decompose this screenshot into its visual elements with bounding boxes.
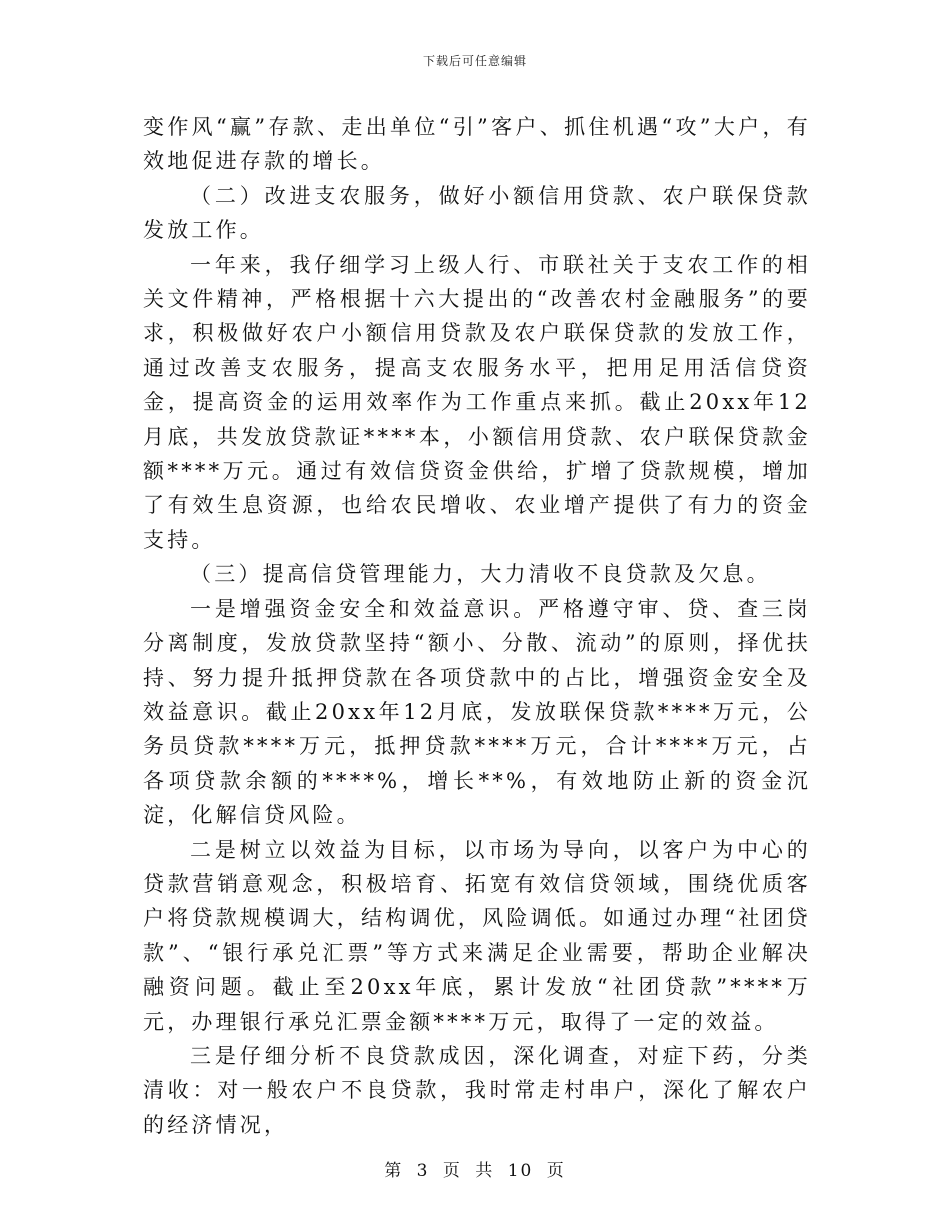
- document-body: [143, 110, 811, 1142]
- paragraph-deposit-growth: 变作风“赢”存款、走出单位“引”客户、抓住机遇“攻”大户，有效地促进存款的增长。: [143, 115, 811, 174]
- paragraph-bad-loan-analysis: 三是仔细分析不良贷款成因，深化调查，对症下药，分类清收：对一般农户不良贷款，我时常走村串户，深化了解农户的经济情况，: [143, 1043, 811, 1137]
- page-header: 下载后可任意编辑: [422, 54, 527, 68]
- paragraph-market-orientation: 二是树立以效益为目标，以市场为导向，以客户为中心的贷款营销意观念，积极培育、拓宽有效信贷领域，围绕优质客户将贷款规模调大，结构调优，风险调低。如通过办理“社团贷款”、“银行承兑汇票”等方式来满足企业需要，帮助企业解决融资问题。截止至20xx年底，累计发放“社团贷款”****万元，办理银行承兑汇票金额****万元，取得了一定的效益。: [143, 837, 811, 1034]
- paragraph-agri-support: 一年来，我仔细学习上级人行、市联社关于支农工作的相关文件精神，严格根据十六大提出的“改善农村金融服务”的要求，积极做好农户小额信用贷款及农户联保贷款的发放工作，通过改善支农服务，提高支农服务水平，把用足用活信贷资金，提高资金的运用效率作为工作重点来抓。截止20xx年12月底，共发放贷款证****本，小额信用贷款、农户联保贷款金额****万元。通过有效信贷资金供给，扩增了贷款规模，增加了有效生息资源，也给农民增收、农业增产提供了有力的资金支持。: [143, 252, 811, 552]
- section-heading-2: （二）改进支农服务，做好小额信用贷款、农户联保贷款发放工作。: [143, 183, 811, 243]
- section-heading-3: （三）提高信贷管理能力，大力清收不良贷款及欠息。: [190, 562, 771, 587]
- paragraph-fund-safety: 一是增强资金安全和效益意识。严格遵守审、贷、查三岗分离制度，发放贷款坚持“额小、分散、流动”的原则，择优扶持、努力提升抵押贷款在各项贷款中的占比，增强资金安全及效益意识。截止20xx年12月底，发放联保贷款****万元，公务员贷款****万元，抵押贷款****万元，合计****万元，占各项贷款余额的****%，增长**%，有效地防止新的资金沉淀，化解信贷风险。: [143, 596, 811, 828]
- page-number: 第 3 页 共 10 页: [384, 1161, 566, 1181]
